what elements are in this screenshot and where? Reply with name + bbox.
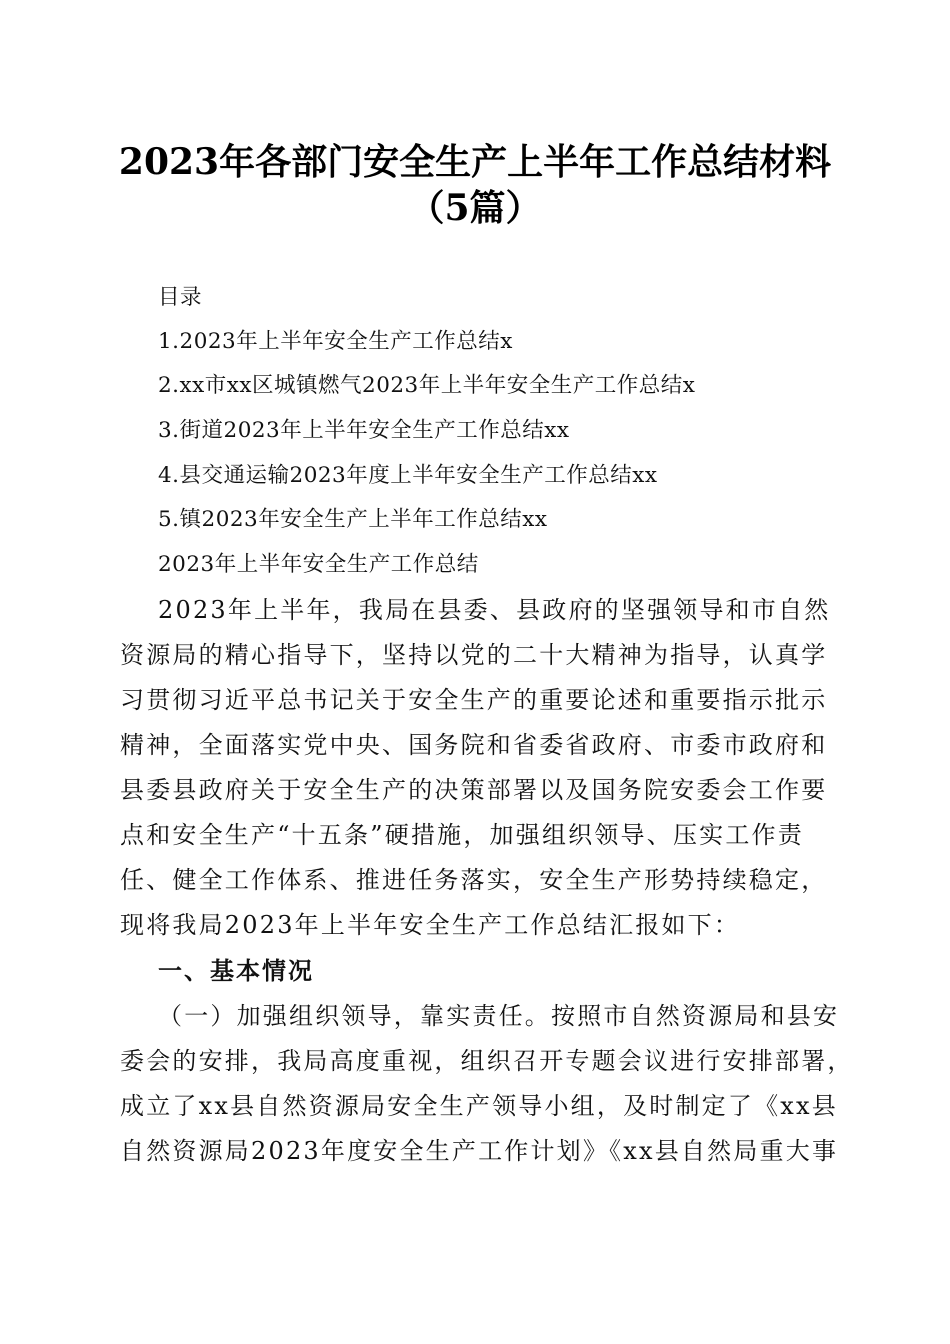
intro-line-6: 点和安全生产“十五条”硬措施，加强组织领导、压实工作责	[120, 821, 804, 849]
intro-line-8: 现将我局2023年上半年安全生产工作总结汇报如下：	[120, 911, 741, 939]
intro-line-2: 资源局的精心指导下，坚持以党的二十大精神为指导，认真学	[120, 641, 828, 669]
intro-line-3: 习贯彻习近平总书记关于安全生产的重要论述和重要指示批示	[120, 686, 828, 714]
toc-item-5: 5.镇2023年安全生产上半年工作总结xx	[158, 507, 548, 532]
toc-item-3: 3.街道2023年上半年安全生产工作总结xx	[158, 418, 570, 443]
article-title: 2023年上半年安全生产工作总结	[158, 552, 479, 577]
intro-line-4: 精神，全面落实党中央、国务院和省委省政府、市委市政府和	[120, 731, 828, 759]
toc-item-2: 2.xx市xx区城镇燃气2023年上半年安全生产工作总结x	[158, 373, 696, 398]
section1-line-2: 委会的安排，我局高度重视，组织召开专题会议进行安排部署，	[120, 1047, 854, 1075]
toc-heading: 目录	[158, 285, 203, 310]
document-title-subtitle: （5篇）	[408, 187, 542, 229]
section-heading-basic-situation: 一、基本情况	[158, 957, 314, 985]
document-title: 2023年各部门安全生产上半年工作总结材料	[118, 141, 832, 183]
intro-line-1: 2023年上半年，我局在县委、县政府的坚强领导和市自然	[158, 596, 831, 624]
toc-item-1: 1.2023年上半年安全生产工作总结x	[158, 329, 513, 354]
intro-line-7: 任、健全工作体系、推进任务落实，安全生产形势持续稳定，	[120, 866, 828, 894]
section1-line-3: 成立了xx县自然资源局安全生产领导小组，及时制定了《xx县	[120, 1092, 838, 1120]
section1-line-4: 自然资源局2023年度安全生产工作计划》《xx县自然局重大事	[120, 1137, 839, 1165]
intro-line-5: 县委县政府关于安全生产的决策部署以及国务院安委会工作要	[120, 776, 828, 804]
section1-line-1: （一）加强组织领导，靠实责任。按照市自然资源局和县安	[158, 1002, 840, 1030]
toc-item-4: 4.县交通运输2023年度上半年安全生产工作总结xx	[158, 463, 658, 488]
